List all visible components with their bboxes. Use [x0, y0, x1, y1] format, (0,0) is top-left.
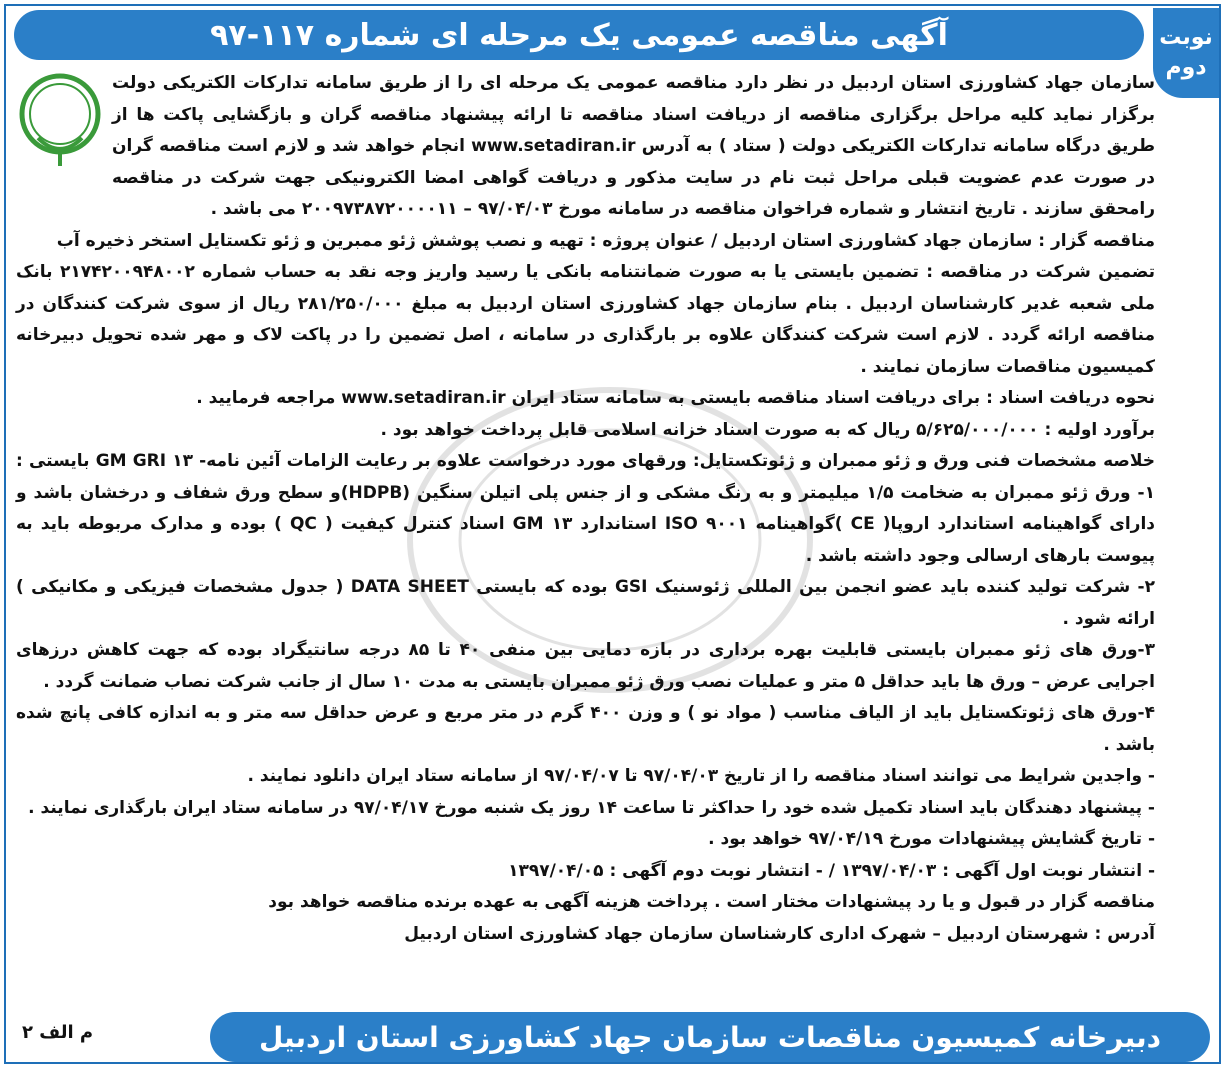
technical-spec-3: ۳-ورق های ژئو ممبران بایستی قابلیت بهره برداری در بازه دمایی بین منفی ۴۰ تا ۸۵ درجه سانتیگراد بوده که جهت کاهش درزهای اجرایی عرض – ورق ها باید حداقل ۵ متر و عملیات نصب ورق ژئو ممبران بایستی به مدت ۱۰ سال از جانب شرکت نصاب ضمانت گردد .	[16, 640, 1155, 692]
initial-estimate: برآورد اولیه : ۵/۶۲۵/۰۰۰/۰۰۰ ریال که به صورت اسناد خزانه اسلامی قابل پرداخت خواهد بود .	[380, 419, 1155, 440]
page-code: م الف ۲	[22, 1022, 94, 1043]
notice-title: آگهی مناقصه عمومی یک مرحله ای شماره ۱۱۷-۹۷	[210, 17, 948, 53]
notice-title-bar	[14, 10, 1144, 60]
guarantee-paragraph: تضمین شرکت در مناقصه : تضمین بایستی یا به صورت ضمانتنامه بانکی یا رسید واریز وجه نقد به حساب شماره ۲۱۷۴۲۰۰۹۴۸۰۰۲ بانک ملی شعبه غدیر کارشناسان اردبیل . بنام سازمان جهاد کشاورزی استان اردبیل به مبلغ ۲۸۱/۲۵۰/۰۰۰ ریال از سوی شرکت کنندگان در مناقصه ارائه گردد . لازم است شرکت کنندگان علاوه بر بارگذاری در سامانه ، اصل تضمین را در پاکت لاک و مهر شده تحویل دبیرخانه کمیسیون مناقصات سازمان نمایند .	[16, 262, 1156, 377]
publication-round-badge	[1153, 8, 1219, 98]
intro-paragraph: سازمان جهاد کشاورزی استان اردبیل در نظر دارد مناقصه عمومی یک مرحله ای را از طریق سامانه تدارکات الکتریکی دولت برگزار نماید کلیه مراحل برگزاری مناقصه از دریافت اسناد مناقصه تا ارائه پیشنهاد مناقصه گران و بازگشایی پاکت ها از طریق درگاه سامانه تدارکات الکتریکی دولت ( ستاد ) به آدرس www.setadiran.ir انجام خواهد شد و لازم است مناقصه گران در صورت عدم عضویت قبلی مراحل ثبت نام در سایت مذکور و دریافت گواهی امضا الکترونیکی جهت شرکت در مناقصه رامحقق سازند . تاریخ انتشار و شماره فراخوان مناقصه در سامانه مورخ ۹۷/۰۴/۰۳ – ۲۰۰۹۷۳۸۷۲۰۰۰۰۱۱ می باشد .	[112, 73, 1155, 219]
publication-dates: - انتشار نوبت اول آگهی : ۱۳۹۷/۰۴/۰۳ / - انتشار نوبت دوم آگهی : ۱۳۹۷/۰۴/۰۵	[508, 860, 1155, 881]
download-dates: - واجدین شرایط می توانند اسناد مناقصه را از تاریخ ۹۷/۰۴/۰۳ تا ۹۷/۰۴/۰۷ از سامانه ستاد ایران دانلود نمایند .	[247, 766, 1155, 786]
opening-date: - تاریخ گشایش پیشنهادات مورخ ۹۷/۰۴/۱۹ خواهد بود .	[708, 829, 1155, 849]
notice-body	[16, 68, 1155, 950]
address: آدرس : شهرستان اردبیل – شهرک اداری کارشناسان سازمان جهاد کشاورزی استان اردبیل	[404, 923, 1155, 944]
document-retrieval: نحوه دریافت اسناد : برای دریافت اسناد مناقصه بایستی به سامانه ستاد ایران www.setadiran.ir مراجعه فرمایید .	[196, 388, 1155, 408]
round-value: دوم	[1165, 55, 1207, 80]
organizer-rights: مناقصه گزار در قبول و یا رد پیشنهادات مختار است . پرداخت هزینه آگهی به عهده برنده مناقصه خواهد بود	[268, 892, 1155, 912]
technical-spec-2: ۲- شرکت تولید کننده باید عضو انجمن بین المللی ژئوسنیک GSI بوده که بایستی DATA SHEET ( جدول مشخصات فیزیکی و مکانیکی ) ارائه شود .	[16, 577, 1155, 629]
footer-title: دبیرخانه کمیسیون مناقصات سازمان جهاد کشاورزی استان اردبیل	[259, 1020, 1161, 1054]
technical-spec-4: ۴-ورق های ژئوتکستایل باید از الیاف مناسب ( مواد نو ) و وزن ۴۰۰ گرم در متر مربع و عرض حداقل سه متر و به اندازه کافی پانچ شده باشد .	[16, 703, 1155, 755]
technical-spec-1: خلاصه مشخصات فنی ورق و ژئو ممبران و ژئوتکستایل: ورقهای مورد درخواست علاوه بر رعایت الزامات آئین نامه- GM GRI ۱۳ بایستی : ۱- ورق ژئو ممبران به ضخامت ۱/۵ میلیمتر و به رنگ مشکی و از جنس پلی اتیلن سنگین (HDPB)و سطح ورق شفاف و درخشان باشد و دارای گواهینامه استاندارد اروپا( CE )گواهینامه ۹۰۰۱ ISO استاندارد ۱۳ GM اسناد کنترل کیفیت ( QC ) بوده و مدارک مربوطه باید به پیوست بارهای ارسالی وجود داشته باشد .	[16, 451, 1156, 566]
organizer-and-project: مناقصه گزار : سازمان جهاد کشاورزی استان اردبیل / عنوان پروژه : تهیه و نصب پوشش ژئو ممبرین و ژئو تکستایل استخر ذخیره آب	[56, 230, 1155, 251]
submission-deadline: - پیشنهاد دهندگان باید اسناد تکمیل شده خود را حداکثر تا ساعت ۱۴ روز یک شنبه مورخ ۹۷/۰۴/۱۷ در سامانه ستاد ایران بارگذاری نمایند .	[28, 797, 1155, 818]
round-label: نوبت	[1159, 25, 1213, 50]
footer-bar	[210, 1012, 1210, 1062]
